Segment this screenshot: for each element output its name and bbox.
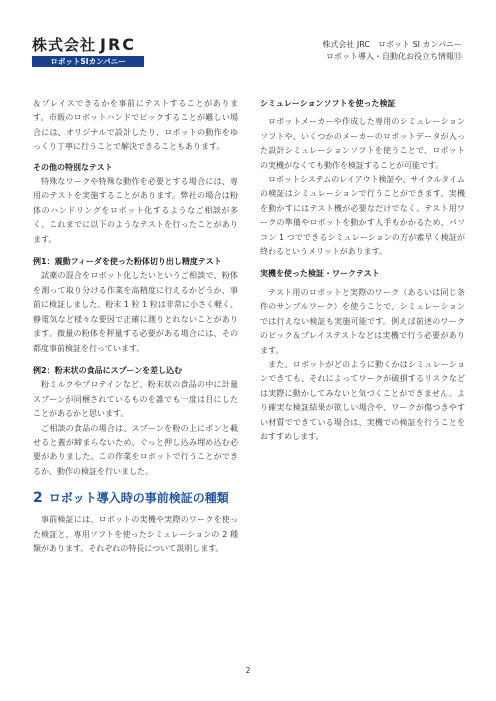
- logo-company-text: 株式会社: [32, 36, 97, 54]
- paragraph-example-2a: 粉ミルクやプロテインなど、粉末状の食品の中に計量スプーンが同梱されているものを誰でも一度は目にしたことがあるかと思います。: [33, 380, 238, 419]
- right-column: [260, 97, 465, 444]
- logo-main: [32, 36, 152, 54]
- page-number: 2: [245, 666, 251, 675]
- paragraph-simulation-2: ロボットシステムのレイアウト検証や、サイクルタイムの検証はシミュレーションで行うことができます。実機を動かすにはテスト機が必要なだけでなく、テスト用ワークの準備やロボットを動かす人手もかかるため、パソコン 1 つでできるシミュレーションの方が素早く検証が終わるというメリットがあります。: [260, 175, 465, 257]
- left-column: [33, 97, 238, 556]
- section-heading: [33, 489, 238, 507]
- company-logo: [32, 36, 152, 67]
- logo-subtitle: ロボットSIカンパニー: [32, 56, 144, 67]
- header-company-line: 株式会社 JRC ロボット SI カンパニー: [322, 40, 462, 49]
- paragraph-section-intro: 事前検証には、ロボットの実機や実際のワークを使った検証と、専用ソフトを使ったシミュレーションの 2 種類があります。それぞれの特長について説明します。: [33, 515, 238, 553]
- paragraph-real-machine-2: また、ロボットがどのように動くかはシミュレーションできても、それによってワークが破損するリスクなどは実際に動かしてみないと気づくことができません。より確実な検証結果が欲しい場合や、ワークが傷つきやすい材質でできている場合は、実機での検証を行うことをおすすめします。: [260, 359, 465, 441]
- header-series-line: ロボット導入・自動化お役立ち情報⑬: [326, 52, 462, 61]
- heading-example-2: 例2：粉末状の食品にスプーンを差し込む: [33, 365, 183, 375]
- section-number: 2: [33, 490, 43, 507]
- paragraph-example-2b: ご相談の食品の場合は、スプーンを粉の上にポンと載せると蓋が締まらないため、ぐっと押し込み埋め込む必要がありました。この作業をロボットで行うことができるか、動作の検証を行いました。: [33, 423, 238, 476]
- logo-brand-text: JRC: [100, 35, 137, 54]
- heading-example-1: 例1：震動フィーダを使った粉体切り出し精度テスト: [33, 257, 222, 267]
- paragraph-real-machine-1: テスト用のロボットと実際のワーク（あるいは同じ条件のサンプルワーク）を使うことで、シミュレーションでは行えない検証も実施可能です。例えば前述のワークのピック＆プレイステストなどは実機で行う必要があります。: [260, 287, 465, 355]
- header-info: [322, 39, 462, 63]
- paragraph-pick-place: ＆プレイスできるかを事前にテストすることがあります。市販のロボットハンドでピックすることが難しい場合には、オリジナルで設計したり、ロボットの動作をゆっくり丁寧に行うことで解決できることもあります。: [33, 99, 238, 152]
- heading-other-tests: その他の特別なテスト: [33, 162, 113, 172]
- heading-real-machine: 実機を使った検証・ワークテスト: [260, 269, 380, 279]
- paragraph-simulation-1: ロボットメーカーや作成した専用のシミュレーションソフトや、いくつかのメーカーのロボットデータが入った設計シミュレーションソフトを使うことで、ロボットの実機がなくても動作を検証することが可能です。: [260, 117, 465, 170]
- paragraph-example-1: 試薬の混合をロボット化したいというご相談で、粉体を測って取り分ける作業を高精度に行えるかどうか、事前に検証しました。粉末 1 粒 1 粒は非常に小さく軽く、静電気など様々な要因で正確に測りとれないことがあります。微量の粉体を秤量する必要がある場合には、その都度事前検証を行っています。: [33, 271, 238, 353]
- heading-simulation: シミュレーションソフトを使った検証: [260, 99, 396, 108]
- paragraph-other-tests: 特殊なワークや特殊な動作を必要とする場合には、専用のテストを実施することがあります。弊社の場合は粉体のハンドリングをロボット化するようなご相談が多く、これまでに以下のようなテストを行ったことがあります。: [33, 177, 238, 244]
- section-title: ロボット導入時の事前検証の種類: [48, 491, 229, 506]
